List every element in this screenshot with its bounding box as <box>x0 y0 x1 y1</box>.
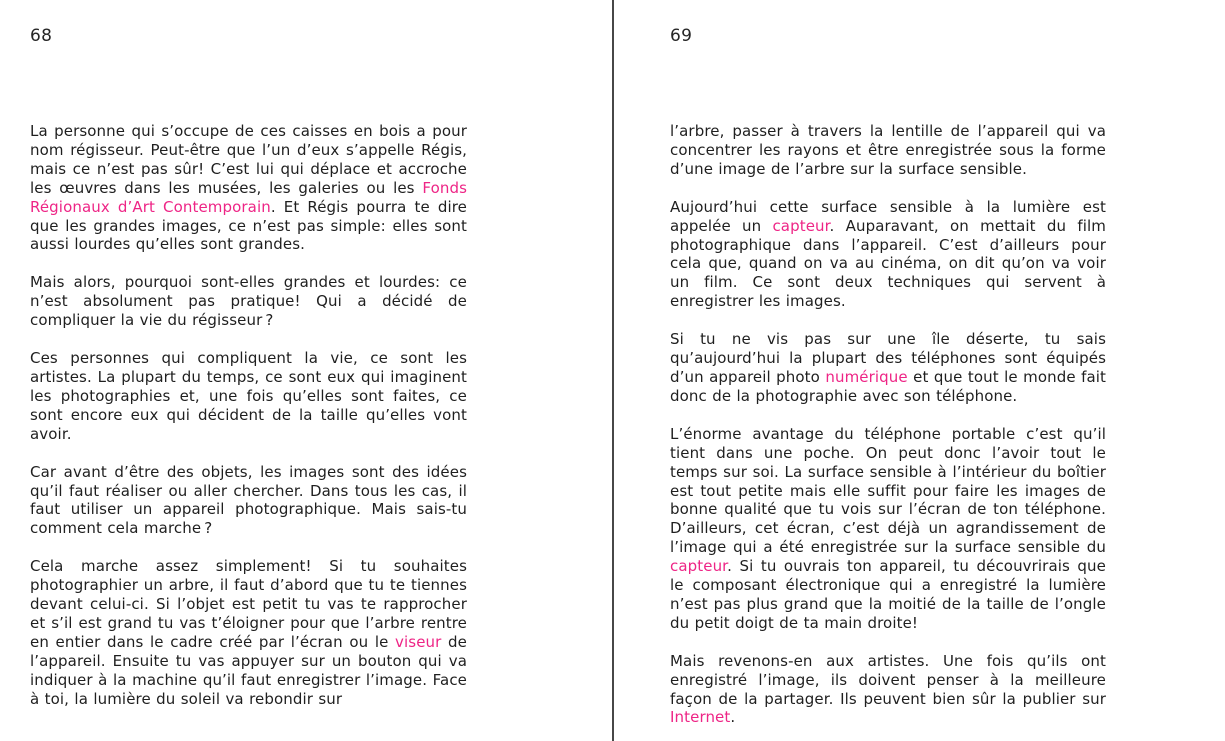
highlighted-term: capteur <box>772 216 830 235</box>
text-segment: Cela marche assez simplement! Si tu souhaites photographier un arbre, il faut d’abord que tu te tiennes devant celui-ci. Si l’objet est petit tu vas te rapprocher et s’il est grand tu vas t’éloigner pour que l’arbre rentre en entier dans le cadre créé par l’écran ou le <box>30 557 467 651</box>
paragraph <box>670 330 1106 406</box>
text-segment: L’énorme avantage du téléphone portable c’est qu’il tient dans une poche. On peut donc l’avoir tout le temps sur soi. La surface sensible à l’intérieur du boîtier est tout petite mais elle suffit pour faire les images de bonne qualité que tu vois sur l’écran de ton téléphone. D’ailleurs, cet écran, c’est déjà un agrandissement de l’image qui a été enregistrée sur la surface sensible du <box>670 424 1106 557</box>
highlighted-term: viseur <box>395 632 442 651</box>
text-segment: Si tu ne vis pas sur une île déserte, tu sais qu’aujourd’hui la plupart des téléphones sont équipés d’un appareil photo <box>670 330 1106 386</box>
text-segment: Mais alors, pourquoi sont-elles grandes et lourdes: ce n’est absolument pas pratique! Qui a décidé de compliquer la vie du régisseur ? <box>30 273 467 330</box>
highlighted-term: capteur <box>670 557 728 576</box>
text-segment: . Auparavant, on mettait du film photographique dans l’appareil. C’est d’ailleurs pour cela que, quand on va au cinéma, on dit qu’on va voir un film. Ce sont deux techniques qui servent à enregistrer les images. <box>670 216 1106 311</box>
paragraph <box>30 349 467 444</box>
paragraph <box>670 652 1106 728</box>
text-segment: Car avant d’être des objets, les images sont des idées qu’il faut réaliser ou aller chercher. Dans tous les cas, il faut utiliser un appareil photographique. Mais sais-tu comment cela marche ? <box>30 462 467 538</box>
page-divider-line <box>612 0 614 741</box>
paragraph <box>30 463 467 539</box>
page-right-text-column <box>670 122 1106 727</box>
text-segment: Mais revenons-en aux artistes. Une fois qu’ils ont enregistré l’image, ils doivent penser à la meilleure façon de la partager. Ils peuvent bien sûr la publier sur <box>670 651 1106 708</box>
highlighted-term: Internet <box>670 708 731 727</box>
text-segment: et que tout le monde fait donc de la photographie avec son téléphone. <box>670 367 1106 405</box>
text-segment: . Et Régis pourra te dire que les grandes images, ce n’est pas simple: elles sont aussi lourdes qu’elles sont grandes. <box>30 197 467 254</box>
paragraph <box>670 425 1106 633</box>
text-segment: l’arbre, passer à travers la lentille de l’appareil qui va concentrer les rayons et être enregistrée sous la forme d’une image de l’arbre sur la surface sensible. <box>670 122 1106 178</box>
page-number-left: 68 <box>30 26 53 46</box>
paragraph <box>30 273 467 330</box>
highlighted-term: Fonds Régionaux d’Art Contemporain <box>30 178 467 216</box>
text-segment: . <box>730 708 736 727</box>
text-segment: Aujourd’hui cette surface sensible à la lumière est appelée un <box>670 197 1106 235</box>
paragraph <box>670 198 1106 311</box>
text-segment: Ces personnes qui compliquent la vie, ce sont les artistes. La plupart du temps, ce sont eux qui imaginent les photographies et, une fois qu’elles sont faites, ce sont encore eux qui décident de la taille qu’elles vont avoir. <box>30 349 467 443</box>
highlighted-term: numérique <box>825 367 908 386</box>
paragraph <box>670 122 1106 179</box>
page-left <box>30 0 467 708</box>
text-segment: . Si tu ouvrais ton appareil, tu découvrirais que le composant électronique qui a enregistré la lumière n’est pas plus grand que la moitié de la taille de l’ongle du petit doigt de ta main droite! <box>670 557 1106 632</box>
page-right <box>670 0 1106 727</box>
text-segment: La personne qui s’occupe de ces caisses en bois a pour nom régisseur. Peut-être que l’un d’eux s’appelle Régis, mais ce n’est pas sûr! C’est lui qui déplace et accroche les œuvres dans les musées, les galeries ou les <box>30 122 467 197</box>
page-left-text-column <box>30 122 467 708</box>
paragraph <box>30 557 467 708</box>
text-segment: de l’appareil. Ensuite tu vas appuyer sur un bouton qui va indiquer à la machine qu’il faut enregistrer l’image. Face à toi, la lumière du soleil va rebondir sur <box>30 632 467 708</box>
paragraph <box>30 122 467 254</box>
page-number-right: 69 <box>670 26 693 46</box>
